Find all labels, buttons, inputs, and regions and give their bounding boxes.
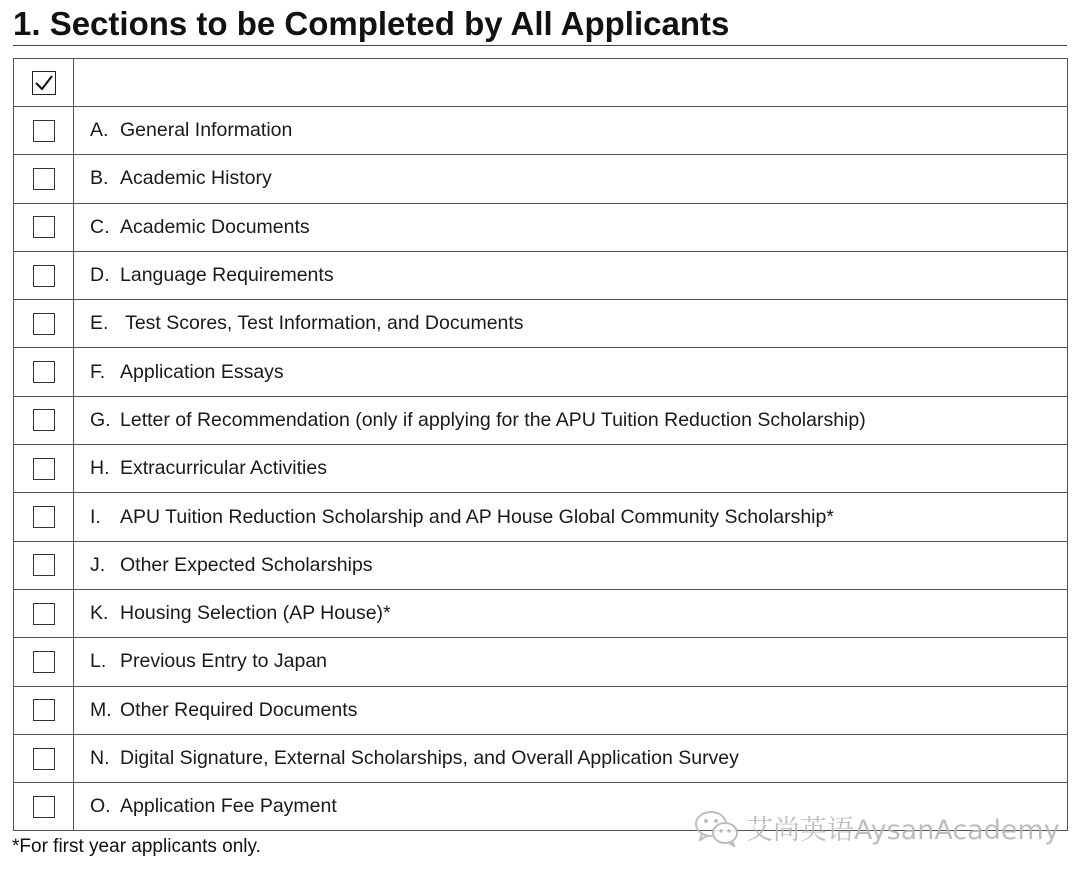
section-checkbox[interactable] — [33, 603, 55, 625]
section-checkbox[interactable] — [33, 361, 55, 383]
section-label-cell — [74, 348, 1068, 396]
section-label: Application Essays — [120, 360, 284, 383]
section-checkbox[interactable] — [33, 120, 55, 142]
section-label: APU Tuition Reduction Scholarship and AP House Global Community Scholarship* — [120, 505, 834, 528]
checkbox-cell — [14, 541, 74, 589]
section-letter: C. — [90, 215, 110, 238]
wechat-icon — [694, 809, 740, 847]
checkbox-cell — [14, 203, 74, 251]
section-label-cell — [74, 734, 1068, 782]
checklist-row — [14, 589, 1068, 637]
checklist-row — [14, 734, 1068, 782]
section-label-cell — [74, 589, 1068, 637]
checklist-row — [14, 686, 1068, 734]
checklist-row — [14, 396, 1068, 444]
header-label-cell — [74, 59, 1068, 107]
checkbox-cell — [14, 396, 74, 444]
section-checkbox[interactable] — [33, 748, 55, 770]
section-letter: D. — [90, 264, 110, 287]
section-label: Digital Signature, External Scholarships, and Overall Application Survey — [120, 747, 739, 769]
checklist-row — [14, 445, 1068, 493]
section-letter: G. — [90, 408, 111, 431]
section-letter: I. — [90, 505, 101, 528]
checklist-header-row — [14, 59, 1068, 107]
checkbox-cell — [14, 251, 74, 299]
section-label-cell — [74, 541, 1068, 589]
checklist-row — [14, 251, 1068, 299]
section-label: Academic History — [120, 167, 272, 190]
checkbox-cell — [14, 686, 74, 734]
checkbox-cell — [14, 348, 74, 396]
checkbox-cell — [14, 638, 74, 686]
checkbox-cell — [14, 783, 74, 831]
checkbox-cell — [14, 734, 74, 782]
section-checkbox[interactable] — [33, 216, 55, 238]
section-label-cell — [74, 251, 1068, 299]
checkbox-cell — [14, 155, 74, 203]
section-label-cell — [74, 493, 1068, 541]
section-label: Academic Documents — [120, 215, 310, 238]
checkbox-cell — [14, 107, 74, 155]
section-letter: M. — [90, 698, 112, 721]
checklist-row — [14, 638, 1068, 686]
section-label-cell — [74, 300, 1068, 348]
checkmark-icon — [34, 73, 54, 93]
section-label: Previous Entry to Japan — [120, 650, 328, 673]
checklist-row — [14, 300, 1068, 348]
section-checkbox[interactable] — [33, 699, 55, 721]
header-checkbox[interactable] — [32, 71, 56, 95]
section-label: Extracurricular Activities — [120, 457, 327, 480]
section-checkbox[interactable] — [33, 458, 55, 480]
section-label: Test Scores, Test Information, and Documents — [120, 312, 524, 335]
footnote: *For first year applicants only. — [12, 836, 261, 857]
section-label: General Information — [120, 119, 293, 142]
section-checkbox[interactable] — [33, 313, 55, 335]
page-title: 1. Sections to be Completed by All Applicants — [13, 5, 730, 42]
section-label: Application Fee Payment — [120, 795, 337, 818]
section-letter: O. — [90, 795, 111, 818]
section-letter: L. — [90, 650, 107, 673]
checklist-row — [14, 155, 1068, 203]
section-checkbox[interactable] — [33, 168, 55, 190]
section-checkbox[interactable] — [33, 265, 55, 287]
checkbox-cell — [14, 300, 74, 348]
section-label: Other Required Documents — [120, 698, 358, 721]
section-label-cell — [74, 203, 1068, 251]
section-label-cell — [74, 445, 1068, 493]
checklist-row — [14, 107, 1068, 155]
section-checkbox[interactable] — [33, 796, 55, 818]
section-letter: B. — [90, 167, 109, 190]
section-label-cell — [74, 396, 1068, 444]
section-label: Other Expected Scholarships — [120, 553, 373, 576]
checkbox-cell — [14, 445, 74, 493]
section-label-cell — [74, 155, 1068, 203]
section-label-cell — [74, 107, 1068, 155]
sections-checklist — [13, 58, 1068, 831]
section-checkbox[interactable] — [33, 506, 55, 528]
checkbox-cell — [14, 589, 74, 637]
watermark-text: 艾尚英语AysanAcademy — [746, 815, 1060, 846]
section-letter: H. — [90, 457, 110, 480]
watermark — [694, 808, 1060, 847]
section-letter: K. — [90, 602, 109, 625]
section-label: Language Requirements — [120, 264, 334, 287]
checklist-row — [14, 203, 1068, 251]
section-letter: J. — [90, 553, 106, 576]
section-letter: F. — [90, 360, 106, 383]
section-letter: A. — [90, 119, 109, 142]
section-letter: N. — [90, 747, 110, 769]
section-checkbox[interactable] — [33, 651, 55, 673]
section-letter: E. — [90, 312, 109, 335]
section-label: Housing Selection (AP House)* — [120, 602, 391, 625]
section-label: Letter of Recommendation (only if applying for the APU Tuition Reduction Scholarship) — [120, 408, 866, 431]
checklist-row — [14, 348, 1068, 396]
header-check-cell — [14, 59, 74, 107]
section-label-cell — [74, 686, 1068, 734]
section-checkbox[interactable] — [33, 554, 55, 576]
title-divider — [13, 45, 1067, 46]
checkbox-cell — [14, 493, 74, 541]
checklist-row — [14, 541, 1068, 589]
section-checkbox[interactable] — [33, 409, 55, 431]
checklist-row — [14, 493, 1068, 541]
section-label-cell — [74, 638, 1068, 686]
